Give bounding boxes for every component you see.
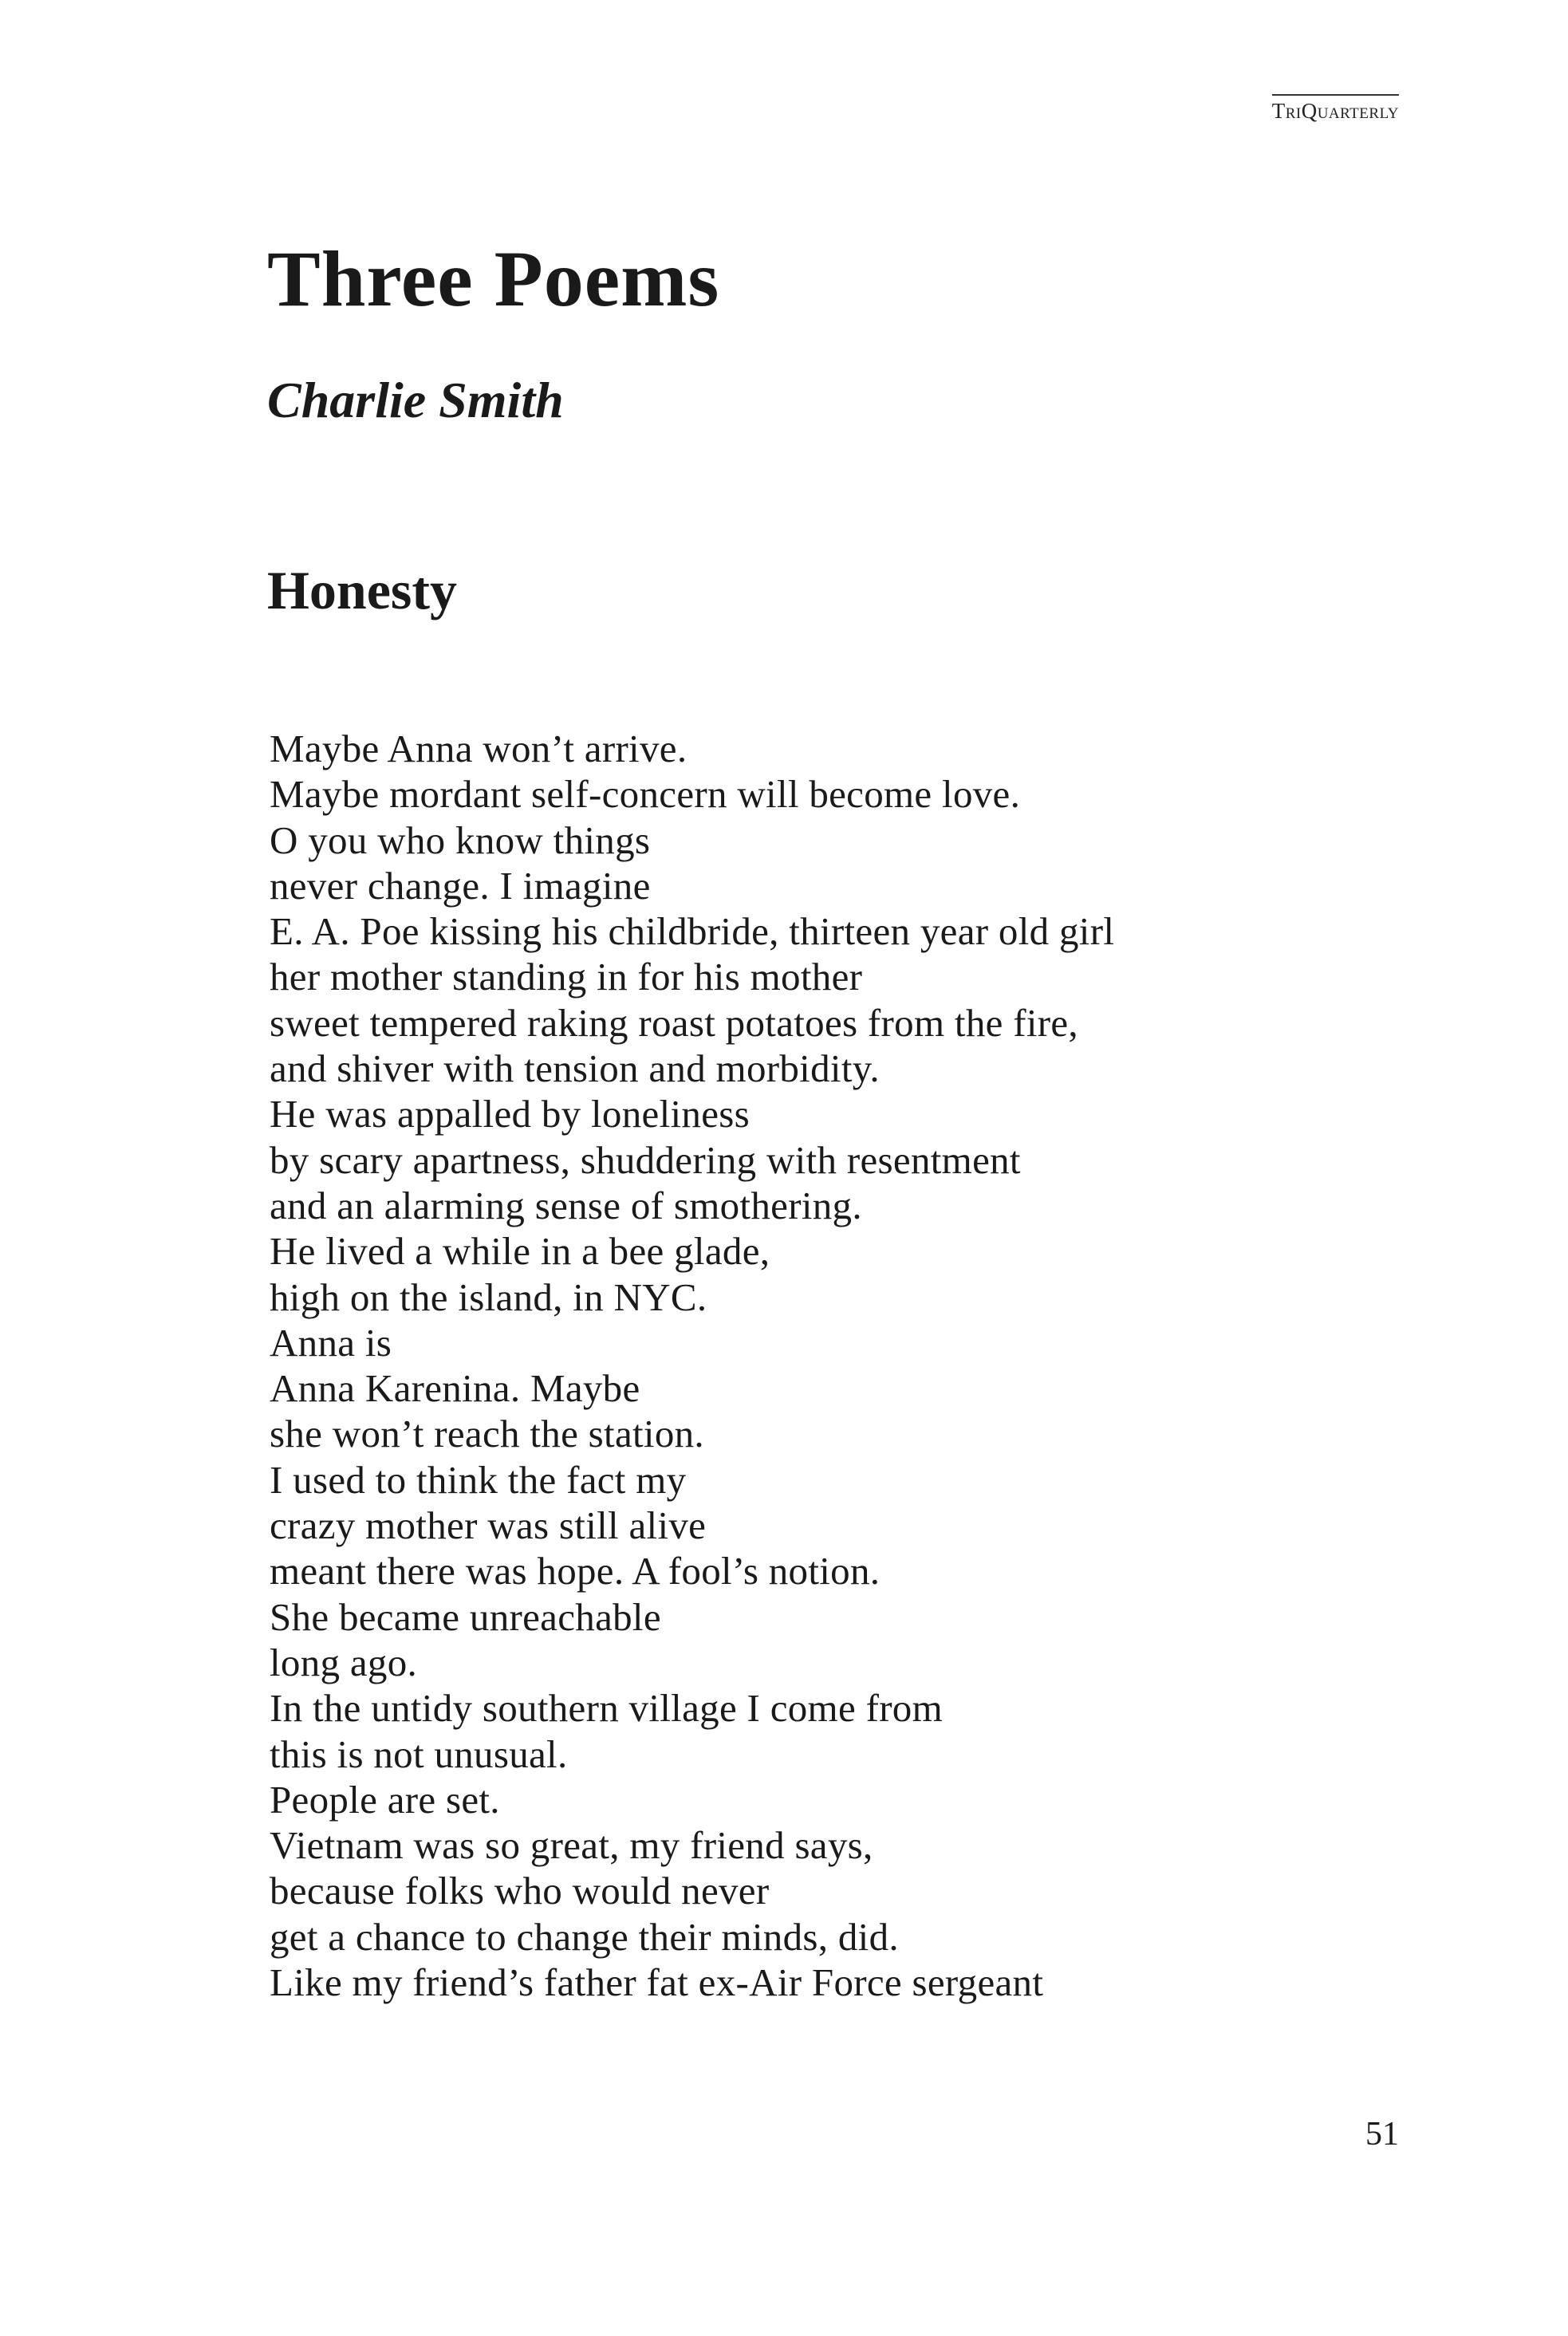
poem-line: get a chance to change their minds, did. xyxy=(270,1914,899,1959)
poem-line: her mother standing in for his mother xyxy=(270,955,863,999)
poem-line: Anna is xyxy=(270,1320,392,1365)
poem-line: because folks who would never xyxy=(270,1869,770,1913)
poem-line: crazy mother was still alive xyxy=(270,1503,707,1548)
poem-body xyxy=(270,726,1114,2005)
poem-line: People are set. xyxy=(270,1777,500,1822)
poem-line: meant there was hope. A fool’s notion. xyxy=(270,1549,881,1593)
poem-line: He lived a while in a bee glade, xyxy=(270,1229,770,1274)
poem-line: Anna Karenina. Maybe xyxy=(270,1366,640,1411)
page-title: Three Poems xyxy=(267,234,720,323)
poem-line: Vietnam was so great, my friend says, xyxy=(270,1823,873,1868)
poem-line: and shiver with tension and morbidity. xyxy=(270,1046,880,1091)
running-head: TriQuarterly xyxy=(1272,94,1399,122)
poem-line: Maybe Anna won’t arrive. xyxy=(270,727,687,770)
poem-line: she won’t reach the station. xyxy=(270,1412,704,1456)
poem-line: He was appalled by loneliness xyxy=(270,1092,750,1136)
poem-line: long ago. xyxy=(270,1640,418,1684)
poem-line: by scary apartness, shuddering with resentment xyxy=(270,1137,1021,1182)
poem-line: Like my friend’s father fat ex-Air Force sergeant xyxy=(270,1960,1044,2005)
poem-line: and an alarming sense of smothering. xyxy=(270,1183,862,1227)
poem-line: In the untidy southern village I come from xyxy=(270,1686,944,1731)
poem-line: E. A. Poe kissing his childbride, thirteen year old girl xyxy=(270,909,1115,954)
poem-line: high on the island, in NYC. xyxy=(270,1274,707,1319)
poem-line: this is not unusual. xyxy=(270,1731,568,1776)
poem-line: She became unreachable xyxy=(270,1594,661,1639)
poem-line: O you who know things xyxy=(270,817,651,862)
poem-line: I used to think the fact my xyxy=(270,1457,687,1502)
page-number: 51 xyxy=(1365,2116,1399,2153)
poem-line: never change. I imagine xyxy=(270,863,651,908)
author-name: Charlie Smith xyxy=(267,372,564,428)
poem-title: Honesty xyxy=(267,560,457,620)
poem-line: Maybe mordant self-concern will become love. xyxy=(270,772,1021,817)
poem-line: sweet tempered raking roast potatoes from the fire, xyxy=(270,1000,1078,1045)
